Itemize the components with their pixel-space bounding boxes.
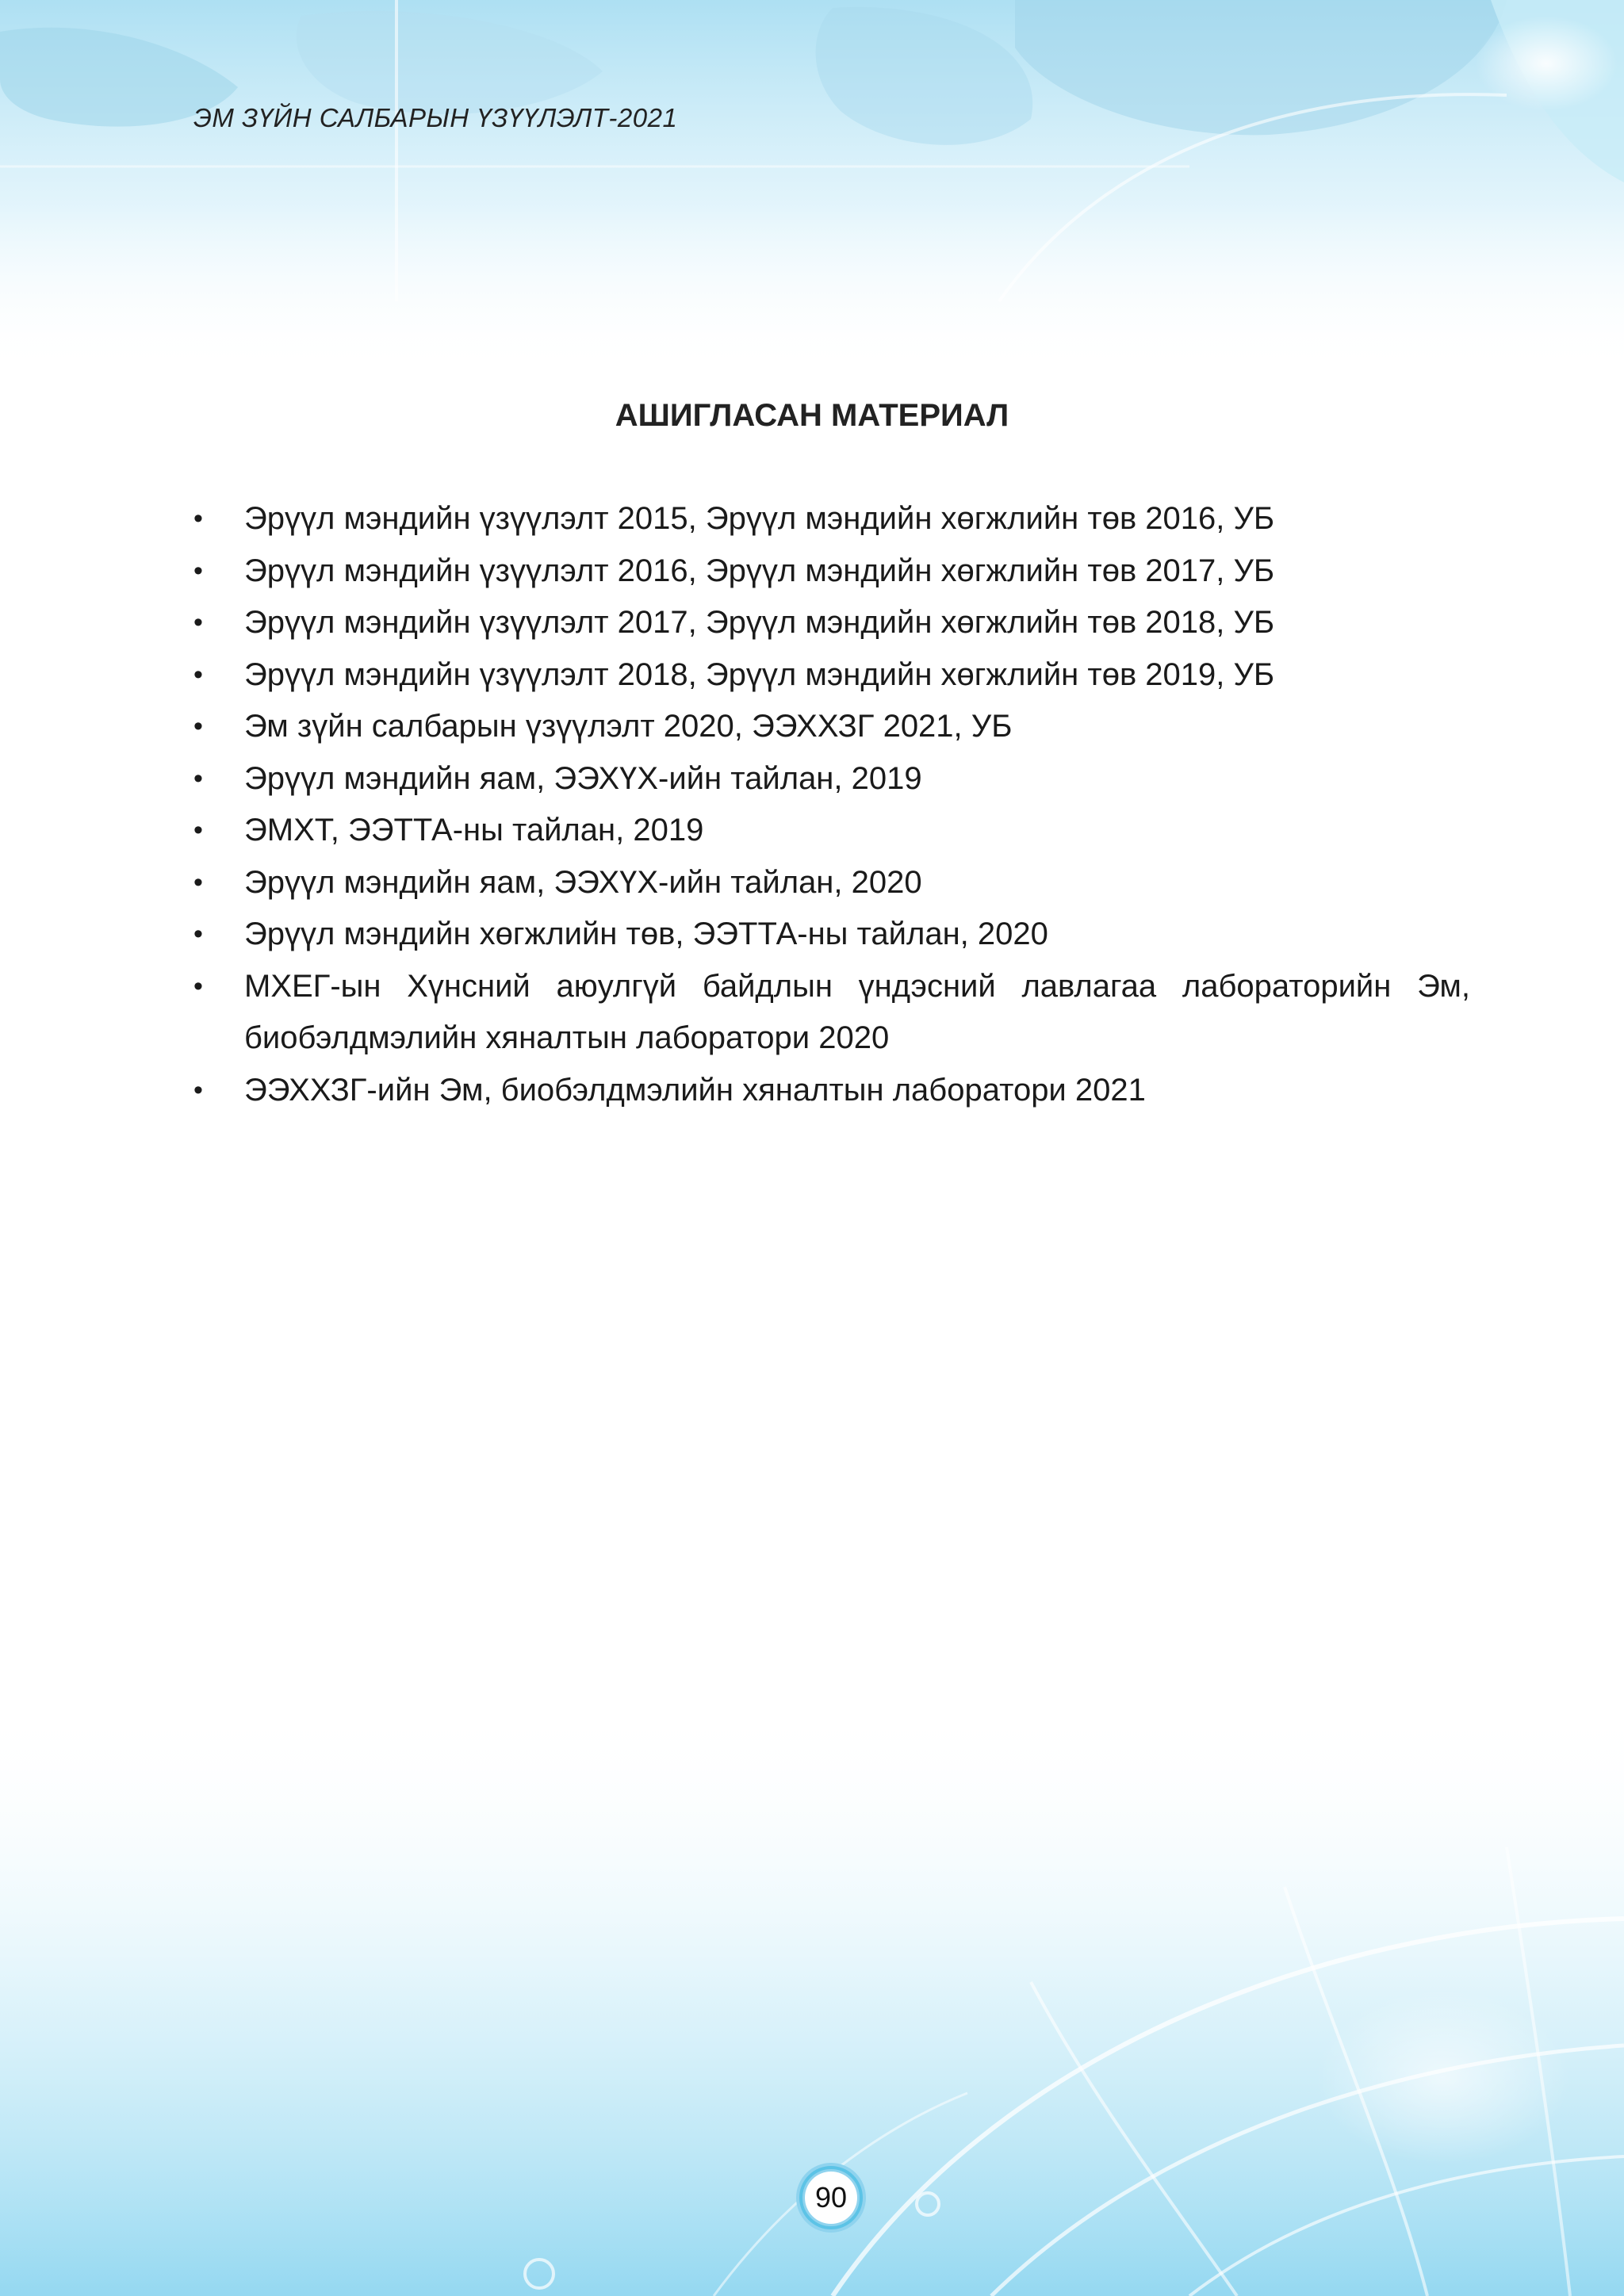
reference-text: Эрүүл мэндийн үзүүлэлт 2016, Эрүүл мэндийн хөгжлийн төв 2017, УБ (244, 553, 1275, 588)
section-title: АШИГЛАСАН МАТЕРИАЛ (615, 398, 1009, 433)
reference-item (193, 597, 1470, 649)
bullet-icon: • (193, 659, 203, 690)
bullet-icon: • (193, 1074, 203, 1105)
reference-item (193, 909, 1470, 961)
bullet-icon: • (193, 763, 203, 794)
reference-item (193, 857, 1470, 909)
reference-text: Эм зүйн салбарын үзүүлэлт 2020, ЭЭХХЗГ 2021, УБ (244, 709, 1013, 744)
reference-text: ЭЭХХЗГ-ийн Эм, биобэлдмэлийн хяналтын лаборатори 2021 (244, 1072, 1146, 1108)
reference-item (193, 545, 1470, 598)
bullet-icon: • (193, 503, 203, 534)
reference-item (193, 1065, 1470, 1117)
page-number-badge (793, 2160, 869, 2236)
bullet-icon: • (193, 815, 203, 845)
reference-text: Эрүүл мэндийн яам, ЭЭХҮХ-ийн тайлан, 2020 (244, 864, 922, 900)
running-header: ЭМ ЗҮЙН САЛБАРЫН ҮЗҮҮЛЭЛТ-2021 (193, 103, 678, 132)
reference-item (193, 961, 1470, 1065)
reference-item (193, 493, 1470, 545)
reference-item (193, 753, 1470, 806)
reference-text: Эрүүл мэндийн үзүүлэлт 2018, Эрүүл мэндийн хөгжлийн төв 2019, УБ (244, 656, 1275, 692)
bullet-icon: • (193, 867, 203, 897)
bullet-icon: • (193, 919, 203, 949)
bullet-icon: • (193, 711, 203, 741)
reference-item (193, 701, 1470, 753)
bullet-icon: • (193, 555, 203, 586)
reference-text: Эрүүл мэндийн үзүүлэлт 2015, Эрүүл мэндийн хөгжлийн төв 2016, УБ (244, 501, 1275, 536)
reference-list (193, 493, 1470, 1116)
page-number: 90 (814, 2181, 848, 2214)
reference-text: Эрүүл мэндийн яам, ЭЭХҮХ-ийн тайлан, 2019 (244, 760, 922, 796)
bullet-icon: • (193, 607, 203, 637)
reference-text: МХЕГ-ын Хүнсний аюулгүй байдлын үндэсний лавлагаа лабораторийн Эм, биобэлдмэлийн хяналтын лаборатори 2020 (244, 968, 1470, 1055)
reference-item (193, 649, 1470, 702)
reference-text: ЭМХТ, ЭЭТТА-ны тайлан, 2019 (244, 813, 704, 848)
reference-text: Эрүүл мэндийн үзүүлэлт 2017, Эрүүл мэндийн хөгжлийн төв 2018, УБ (244, 605, 1275, 640)
reference-text: Эрүүл мэндийн хөгжлийн төв, ЭЭТТА-ны тайлан, 2020 (244, 916, 1048, 951)
reference-item (193, 805, 1470, 857)
bullet-icon: • (193, 970, 203, 1001)
